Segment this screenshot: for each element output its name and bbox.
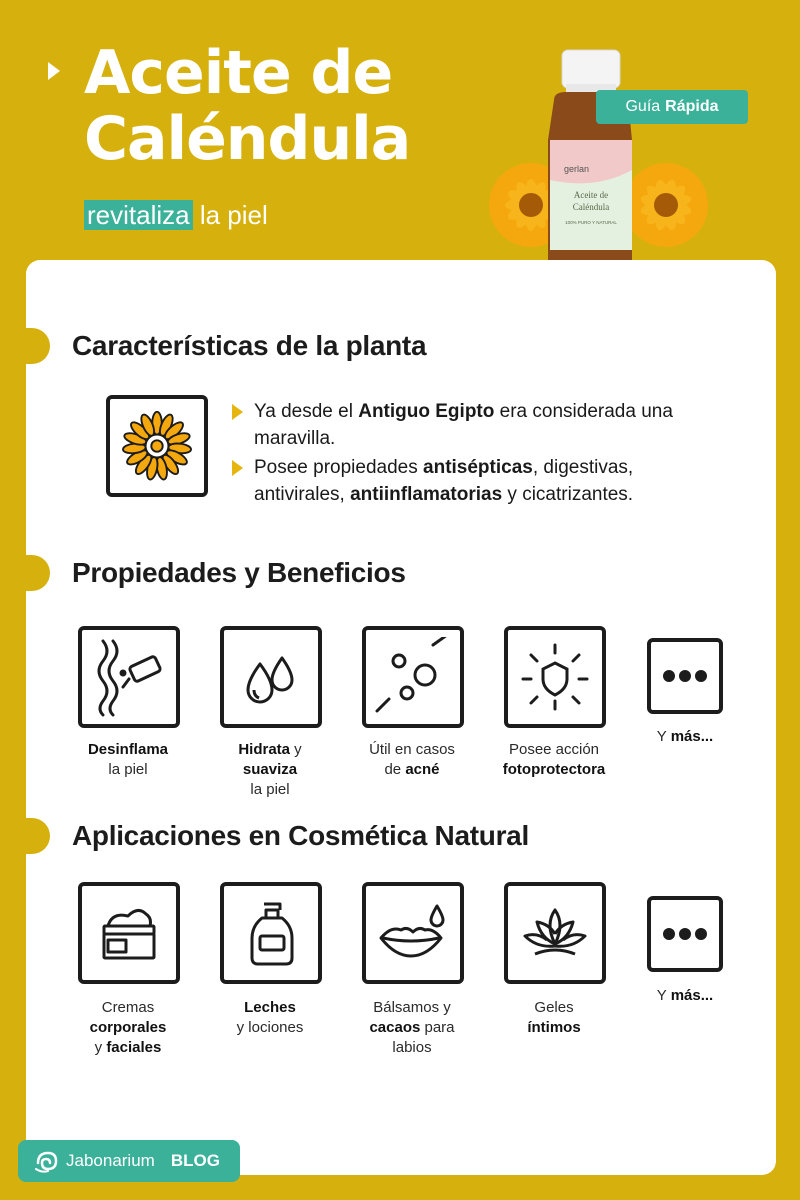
jabonarium-blog-badge[interactable]: [18, 1140, 240, 1182]
blog-label: BLOG: [170, 1151, 220, 1170]
section-title-characteristics: Características de la planta: [72, 330, 427, 361]
product-brand-text: gerlan: [564, 164, 590, 174]
acne-skin-icon: [362, 626, 464, 728]
application-caption: Y más...: [656, 987, 714, 1004]
benefit-caption: Hidrata y suaviza la piel: [238, 741, 302, 798]
benefit-caption: Desinflama la piel: [87, 741, 169, 778]
section-title-applications: Aplicaciones en Cosmética Natural: [72, 820, 529, 851]
benefit-caption: Útil en casos de acné: [369, 741, 455, 778]
subtitle-rest: la piel: [199, 200, 268, 230]
list-item: Posee propiedades antisépticas, digestivas, antivirales, antiinflamatorias y cicatrizantes.: [230, 454, 710, 508]
benefit-caption: Y más...: [656, 728, 714, 745]
cream-jar-icon: [78, 882, 180, 984]
page-title: Aceite de Caléndula: [84, 38, 411, 174]
jabonarium-logo-icon: [34, 1149, 58, 1173]
application-caption: Leches y lociones: [236, 999, 304, 1036]
calendula-flower-right: [624, 163, 708, 247]
quick-guide-badge: [596, 90, 748, 124]
application-caption: Bálsamos y cacaos para labios: [369, 999, 455, 1056]
lotus-icon: [504, 882, 606, 984]
more-dots-icon: [647, 896, 723, 972]
lips-drop-icon: [362, 882, 464, 984]
subtitle-highlight: revitaliza: [84, 200, 193, 230]
badge-regular-text: Guía: [625, 98, 661, 115]
title-arrow-icon: [48, 62, 60, 80]
lotion-bottle-icon: [220, 882, 322, 984]
application-caption: Geles íntimos: [527, 999, 581, 1036]
more-dots-icon: [647, 638, 723, 714]
skin-cream-icon: [78, 626, 180, 728]
brand-name: Jabonarium: [66, 1151, 155, 1170]
section-title-properties: Propiedades y Beneficios: [72, 557, 406, 588]
application-caption: Cremas corporales y faciales: [89, 999, 167, 1056]
sun-shield-icon: [504, 626, 606, 728]
calendula-flower-icon: [106, 395, 208, 497]
product-bottle-image: [476, 40, 719, 265]
bullet-arrow-icon: [232, 460, 243, 476]
benefit-caption: Posee acción fotoprotectora: [502, 741, 606, 778]
characteristics-list: [230, 398, 710, 510]
water-drops-icon: [220, 626, 322, 728]
svg-text:100% PURO Y NATURAL: 100% PURO Y NATURAL: [565, 220, 617, 225]
page-subtitle: [84, 200, 268, 231]
list-item: Ya desde el Antiguo Egipto era considerada una maravilla.: [230, 398, 710, 452]
svg-text:Caléndula: Caléndula: [572, 202, 610, 212]
svg-text:Aceite de: Aceite de: [573, 190, 609, 200]
badge-bold-text: Rápida: [665, 98, 719, 115]
bullet-arrow-icon: [232, 404, 243, 420]
